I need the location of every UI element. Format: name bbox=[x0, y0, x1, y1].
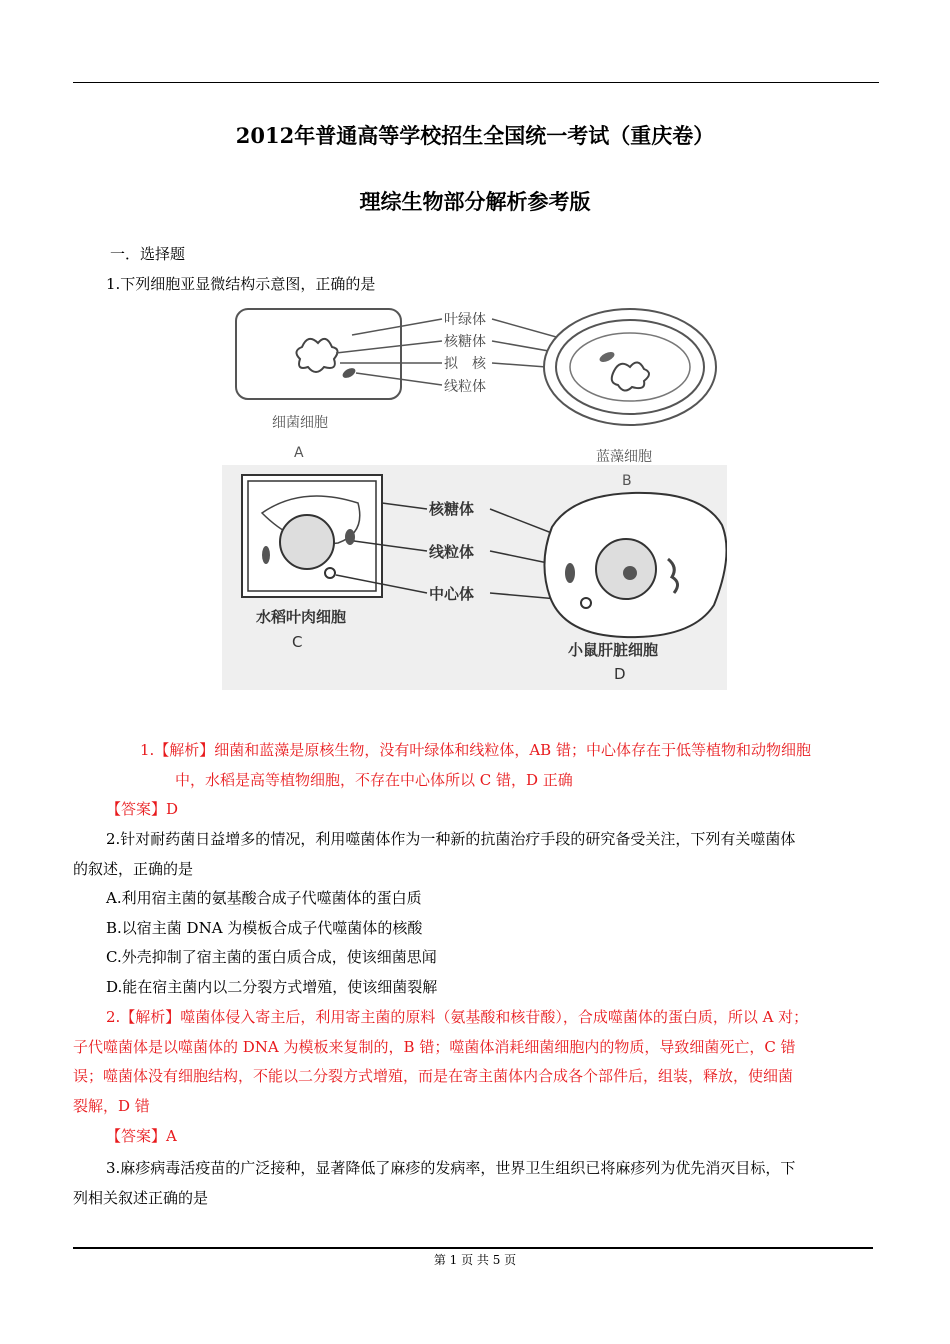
cell-diagram bbox=[222, 297, 727, 690]
caption-bacteria: 细菌细胞 bbox=[272, 415, 328, 431]
bacteria-cell-outline bbox=[236, 309, 401, 399]
label-ribosome-a: 核糖体 bbox=[444, 334, 486, 350]
q1-analysis-line1: 1.【解析】细菌和蓝藻是原核生物，没有叶绿体和线粒体，AB 错；中心体存在于低等植物和动物细胞 bbox=[140, 741, 811, 759]
q2-option-d: D.能在宿主菌内以二分裂方式增殖，使该细菌裂解 bbox=[106, 978, 438, 996]
letter-a: A bbox=[294, 445, 304, 461]
rice-chloroplast-2 bbox=[345, 529, 355, 545]
caption-cyanobacteria: 蓝藻细胞 bbox=[596, 449, 652, 465]
cell-structure-figure bbox=[222, 297, 727, 690]
q3-stem-line2: 列相关叙述正确的是 bbox=[73, 1189, 209, 1207]
q2-option-a: A.利用宿主菌的氨基酸合成子代噬菌体的蛋白质 bbox=[106, 889, 422, 907]
page-number: 第 1 页 共 5 页 bbox=[433, 1253, 517, 1267]
label-mitochondrion-c: 线粒体 bbox=[429, 543, 475, 561]
q2-option-c: C.外壳抑制了宿主菌的蛋白质合成，使该细菌思闻 bbox=[106, 948, 437, 966]
section-heading: 一．选择题 bbox=[110, 245, 186, 263]
q2-analysis-line2: 子代噬菌体是以噬菌体的 DNA 为模板来复制的，B 错；噬菌体消耗细菌细胞内的物质，导致细菌死亡，C 错 bbox=[73, 1038, 796, 1056]
q1-stem: 1.下列细胞亚显微结构示意图，正确的是 bbox=[106, 275, 376, 293]
q2-analysis-line4: 裂解，D 错 bbox=[73, 1097, 150, 1115]
rice-nucleus bbox=[280, 515, 334, 569]
label-chloroplast-a: 叶绿体 bbox=[444, 312, 486, 328]
letter-b: B bbox=[622, 473, 632, 489]
label-centrosome-c: 中心体 bbox=[429, 585, 475, 603]
footer-rule bbox=[73, 1247, 873, 1249]
letter-c: C bbox=[292, 633, 303, 651]
liver-nucleolus bbox=[623, 566, 637, 580]
letter-d: D bbox=[614, 665, 626, 683]
q1-answer: 【答案】D bbox=[106, 800, 179, 818]
rice-chloroplast-1 bbox=[262, 546, 270, 564]
q2-answer: 【答案】A bbox=[106, 1127, 177, 1145]
document-subtitle: 理综生物部分解析参考版 bbox=[359, 189, 591, 214]
label-nucleoid-a: 拟 核 bbox=[444, 356, 486, 372]
liver-mitochondrion bbox=[565, 563, 575, 583]
q2-stem-line1: 2.针对耐药菌日益增多的情况，利用噬菌体作为一种新的抗菌治疗手段的研究备受关注，下列有关噬菌体 bbox=[106, 830, 796, 848]
q2-option-b: B.以宿主菌 DNA 为模板合成子代噬菌体的核酸 bbox=[106, 919, 423, 937]
label-mitochondrion-a: 线粒体 bbox=[444, 379, 486, 395]
q2-stem-line2: 的叙述，正确的是 bbox=[73, 860, 194, 878]
document-title: 2012年普通高等学校招生全国统一考试（重庆卷） bbox=[235, 123, 715, 148]
q2-analysis-line1: 2.【解析】噬菌体侵入寄主后，利用寄主菌的原料（氨基酸和核苷酸），合成噬菌体的蛋白质，所以 A 对； bbox=[106, 1008, 809, 1026]
caption-rice-cell: 水稻叶肉细胞 bbox=[256, 608, 347, 626]
q3-stem-line1: 3.麻疹病毒活疫苗的广泛接种，显著降低了麻疹的发病率，世界卫生组织已将麻疹列为优先消灭目标，下 bbox=[106, 1159, 796, 1177]
q1-analysis-line2: 中，水稻是高等植物细胞，不存在中心体所以 C 错，D 正确 bbox=[175, 771, 573, 789]
q2-analysis-line3: 误；噬菌体没有细胞结构，不能以二分裂方式增殖，而是在寄主菌体内合成各个部件后，组装，释放，使细菌 bbox=[73, 1067, 794, 1085]
header-rule bbox=[73, 82, 879, 83]
label-ribosome-c: 核糖体 bbox=[429, 500, 475, 518]
caption-liver-cell: 小鼠肝脏细胞 bbox=[568, 641, 659, 659]
